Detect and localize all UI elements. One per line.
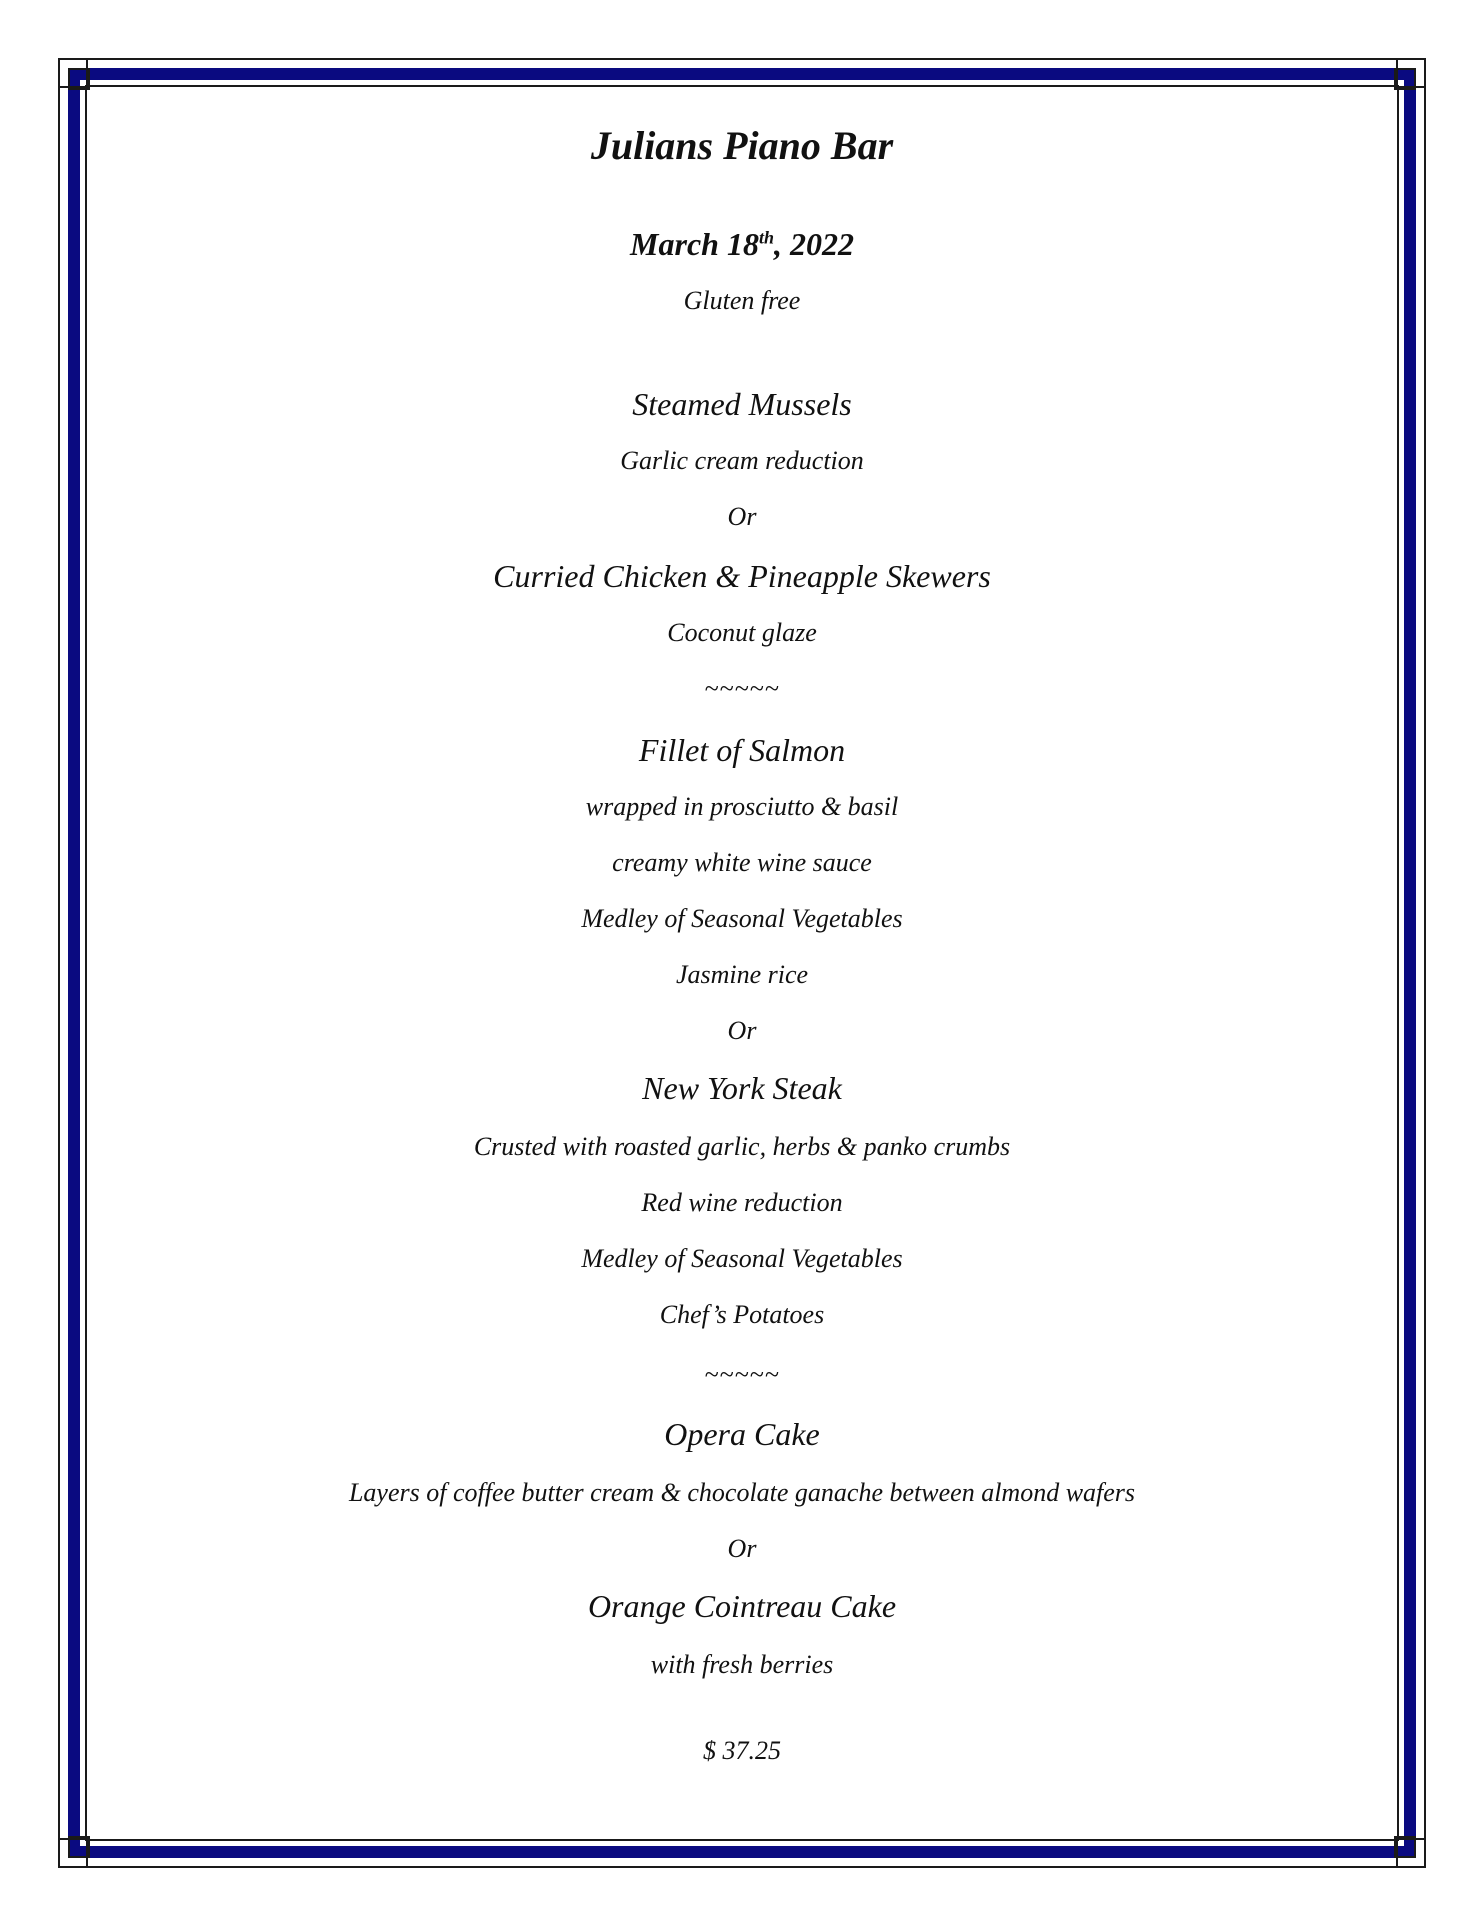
date-month-day: March 18 bbox=[630, 226, 759, 262]
dessert-2-name: Orange Cointreau Cake bbox=[587, 1588, 897, 1624]
corner-ornament-top-right-inner bbox=[1394, 68, 1416, 90]
dessert-or: Or bbox=[727, 1534, 757, 1563]
starter-2-name: Curried Chicken & Pineapple Skewers bbox=[493, 558, 991, 594]
starter-or: Or bbox=[727, 502, 757, 531]
main-2-desc-1: Crusted with roasted garlic, herbs & panko crumbs bbox=[473, 1132, 1011, 1161]
main-2-desc-2: Red wine reduction bbox=[641, 1188, 843, 1217]
menu-price: $ 37.25 bbox=[703, 1736, 781, 1765]
dietary-note: Gluten free bbox=[683, 286, 801, 315]
starter-1-name: Steamed Mussels bbox=[632, 386, 852, 422]
menu-date bbox=[100, 226, 1384, 263]
main-1-desc-2: creamy white wine sauce bbox=[612, 848, 872, 877]
section-separator-2: ~~~~~ bbox=[704, 1360, 780, 1389]
main-1-desc-1: wrapped in prosciutto & basil bbox=[585, 792, 899, 821]
main-2-desc-4: Chef’s Potatoes bbox=[659, 1300, 825, 1329]
dessert-2-desc: with fresh berries bbox=[650, 1650, 834, 1679]
main-2-desc-3: Medley of Seasonal Vegetables bbox=[581, 1244, 903, 1273]
main-2-name: New York Steak bbox=[642, 1070, 842, 1106]
dessert-1-name: Opera Cake bbox=[664, 1416, 820, 1452]
dessert-1-desc: Layers of coffee butter cream & chocolate ganache between almond wafers bbox=[348, 1478, 1136, 1507]
main-1-desc-4: Jasmine rice bbox=[675, 960, 809, 989]
section-separator-1: ~~~~~ bbox=[704, 674, 780, 703]
corner-ornament-top-left-inner bbox=[68, 68, 90, 90]
starter-1-desc: Garlic cream reduction bbox=[620, 446, 864, 475]
corner-ornament-bottom-left-inner bbox=[68, 1836, 90, 1858]
starter-2-desc: Coconut glaze bbox=[667, 618, 817, 647]
restaurant-title: Julians Piano Bar bbox=[590, 123, 894, 168]
main-1-name: Fillet of Salmon bbox=[638, 732, 846, 768]
main-or: Or bbox=[727, 1016, 757, 1045]
date-suffix: th bbox=[758, 227, 774, 248]
corner-ornament-bottom-right-inner bbox=[1394, 1836, 1416, 1858]
main-1-desc-3: Medley of Seasonal Vegetables bbox=[581, 904, 903, 933]
date-year: , 2022 bbox=[773, 226, 854, 262]
